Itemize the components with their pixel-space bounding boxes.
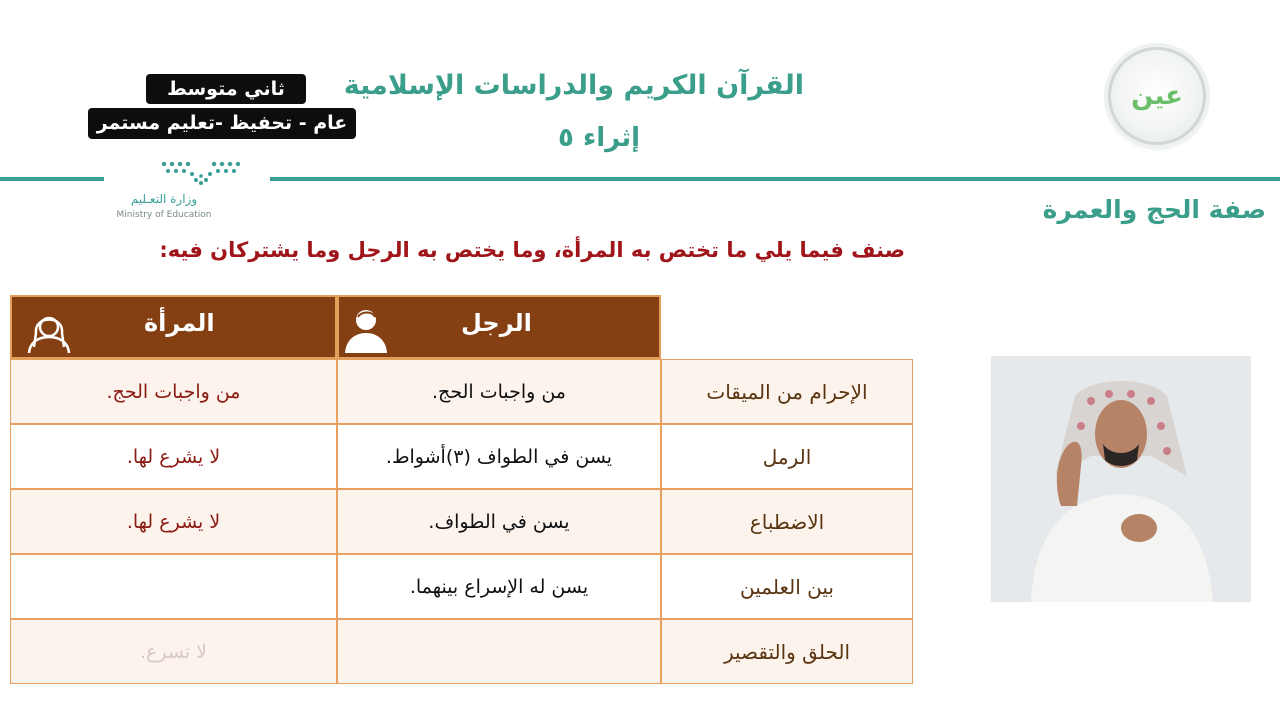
- cell-man: يسن له الإسراع بينهما.: [337, 554, 661, 619]
- cell-man: من واجبات الحج.: [337, 359, 661, 424]
- interpreter-figure: [991, 356, 1251, 602]
- column-header-man-label: الرجل: [461, 309, 532, 337]
- ministry-logo: [104, 152, 270, 224]
- lesson-subtitle: إثراء ٥: [558, 123, 640, 153]
- cell-man: يسن في الطواف.: [337, 489, 661, 554]
- cell-item: بين العلمين: [661, 554, 913, 619]
- ministry-name-en: Ministry of Education: [116, 210, 212, 220]
- ministry-name-ar: وزارة التعـليم: [130, 192, 198, 206]
- subject-title: القرآن الكريم والدراسات الإسلامية: [343, 70, 804, 101]
- cell-item: الإحرام من الميقات: [661, 359, 913, 424]
- man-avatar-icon: [341, 303, 391, 355]
- woman-avatar-icon: [24, 303, 74, 355]
- track-badge: عام - تحفيظ -تعليم مستمر: [88, 108, 356, 139]
- table-row: [10, 359, 913, 424]
- table-row: [10, 554, 913, 619]
- column-header-man: [337, 295, 661, 359]
- column-header-woman-label: المرأة: [144, 309, 215, 337]
- table-row: [10, 424, 913, 489]
- classification-table: [10, 295, 913, 687]
- interpreter-video: [991, 356, 1251, 602]
- cell-man: يسن في الطواف (٣)أشواط.: [337, 424, 661, 489]
- channel-logo: [1108, 47, 1206, 145]
- cell-item: الحلق والتقصير: [661, 619, 913, 684]
- cell-woman: لا تسرع.: [10, 619, 337, 684]
- cell-item: الاضطباع: [661, 489, 913, 554]
- table-row: [10, 619, 913, 684]
- cell-woman: من واجبات الحج.: [10, 359, 337, 424]
- cell-man: [337, 619, 661, 684]
- column-header-woman: [10, 295, 337, 359]
- section-title: صفة الحج والعمرة: [1042, 195, 1266, 224]
- table-row: [10, 489, 913, 554]
- ministry-emblem-icon: [156, 156, 246, 190]
- cell-item: الرمل: [661, 424, 913, 489]
- grade-badge: ثاني متوسط: [146, 74, 306, 104]
- cell-woman: لا يشرع لها.: [10, 489, 337, 554]
- cell-woman: لا يشرع لها.: [10, 424, 337, 489]
- instruction-text: صنف فيما يلي ما تختص به المرأة، وما يختص به الرجل وما يشتركان فيه:: [159, 238, 905, 262]
- channel-logo-text: عين: [1131, 81, 1183, 111]
- cell-woman: [10, 554, 337, 619]
